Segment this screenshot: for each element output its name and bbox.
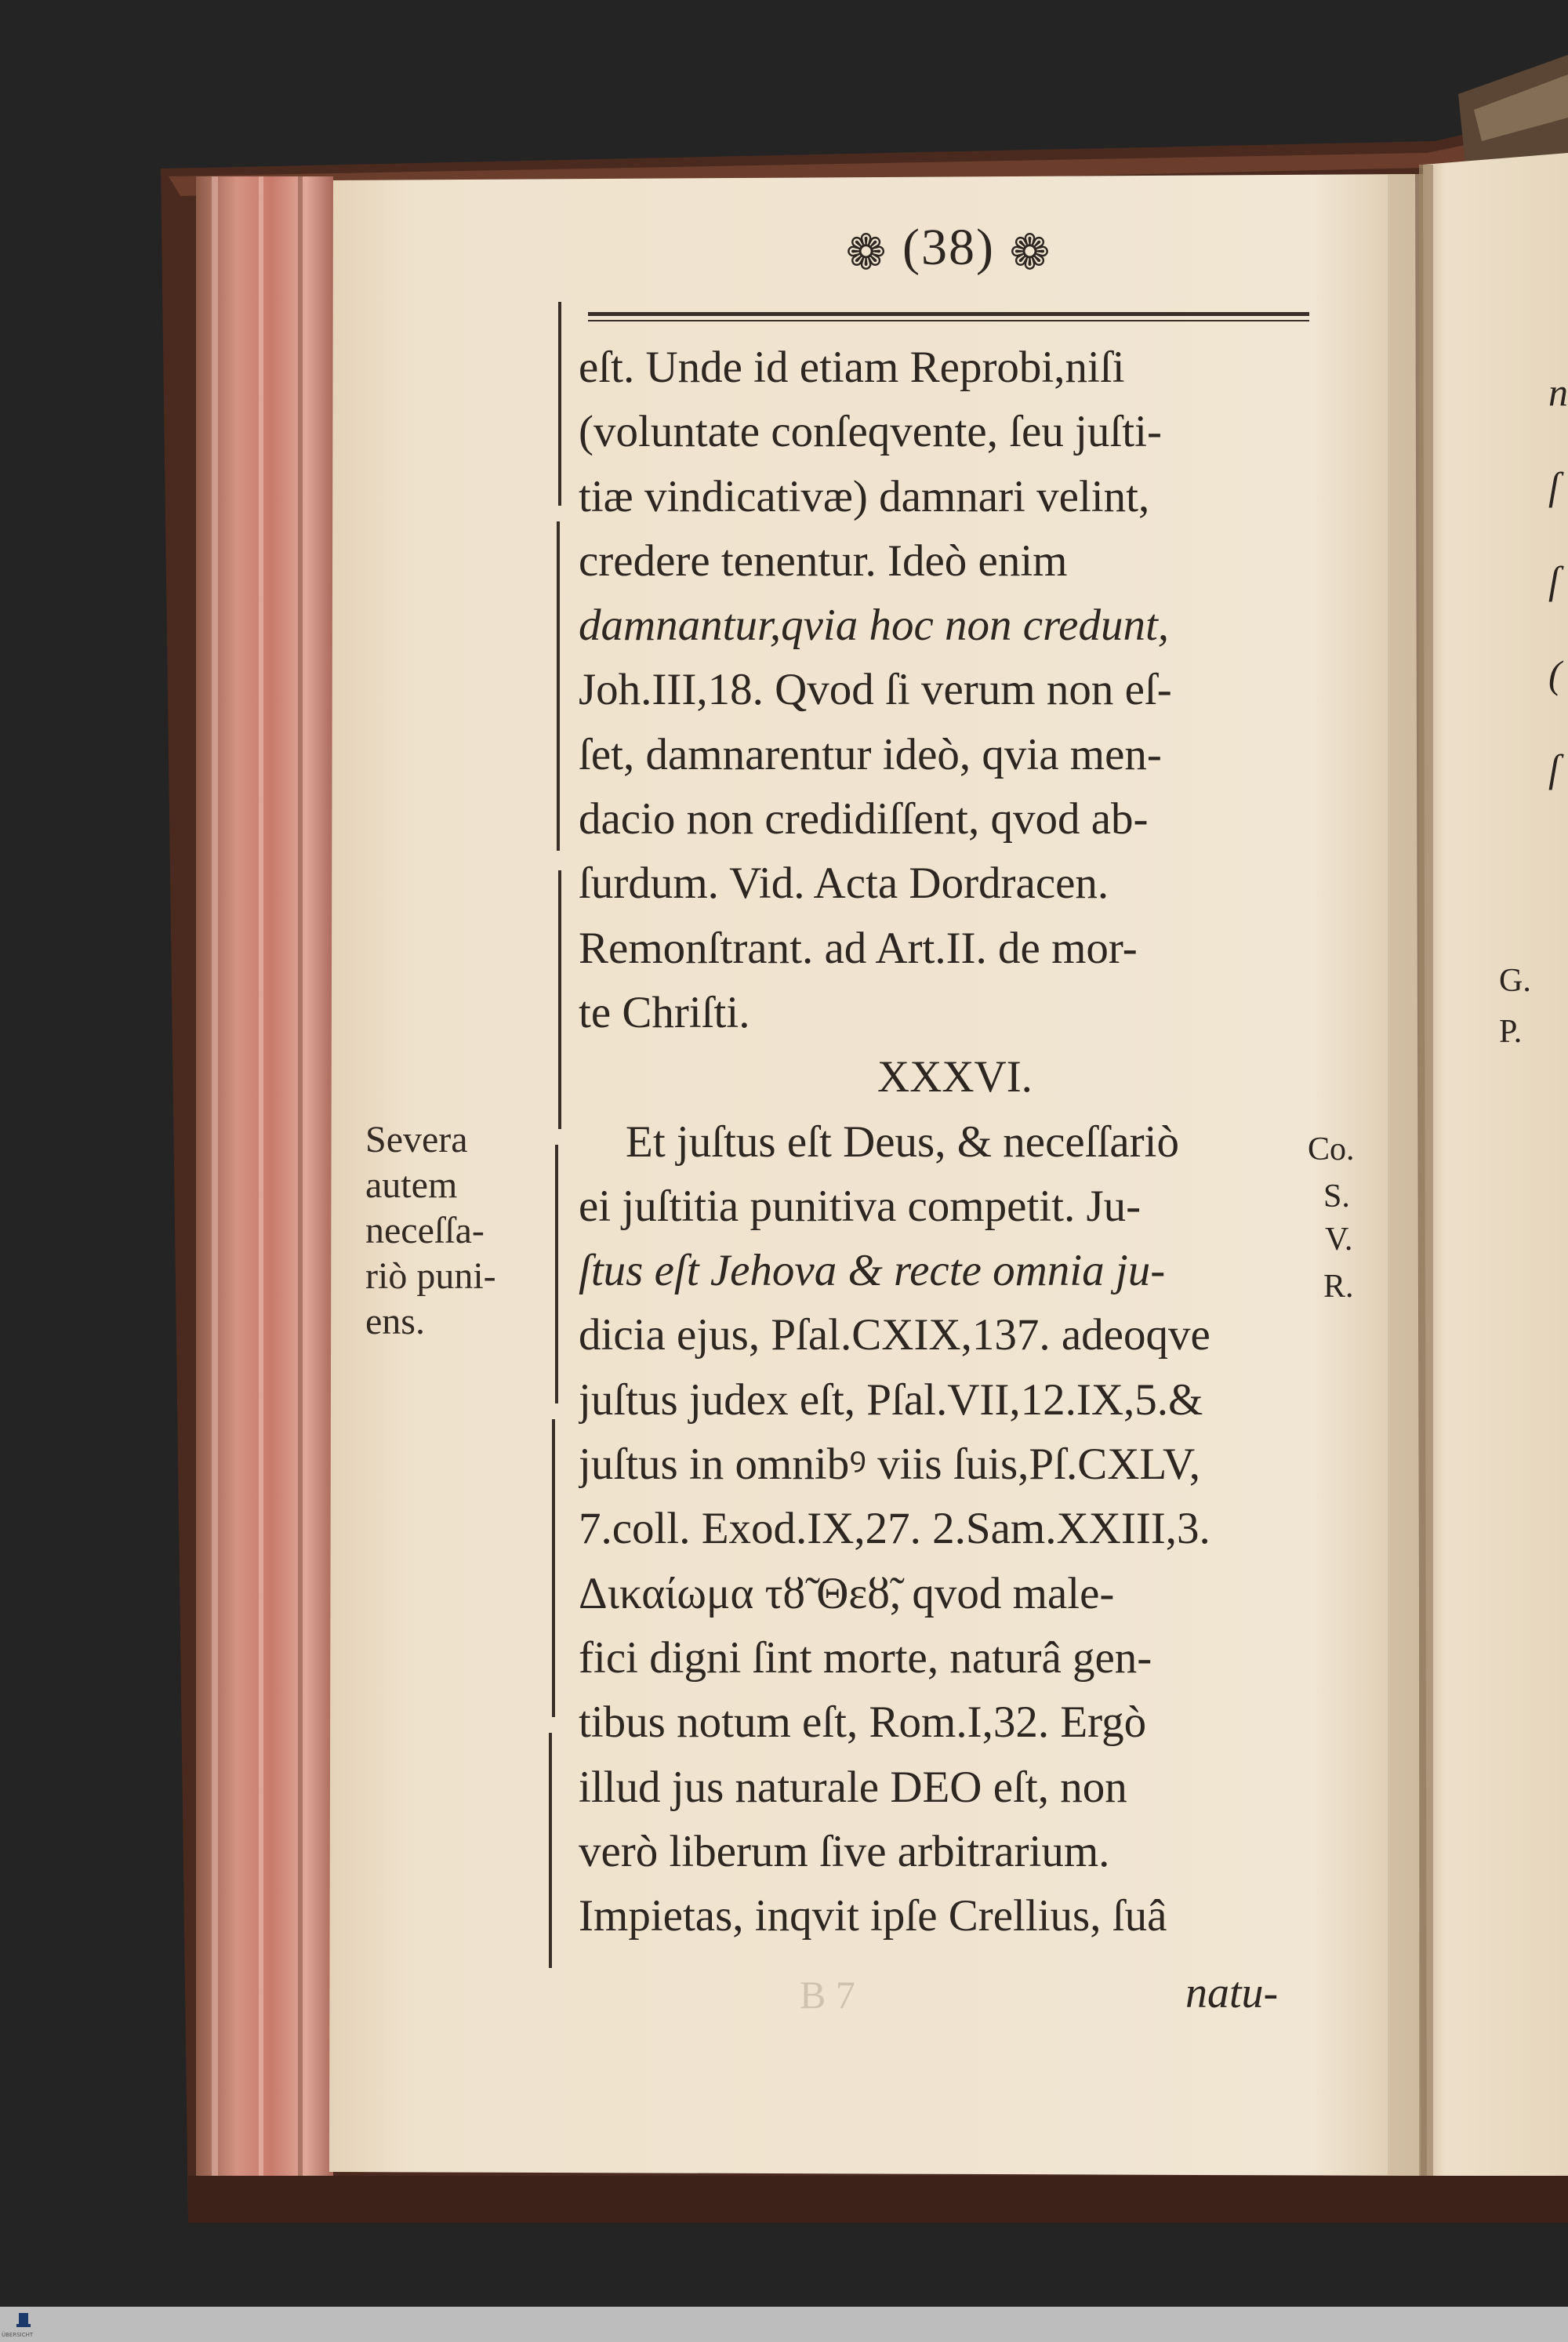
footer-label: ÜBERSICHT bbox=[2, 2332, 34, 2338]
text-line: fici digni ſint morte, naturâ gen- bbox=[579, 1632, 1152, 1683]
right-code: V. bbox=[1325, 1222, 1353, 1258]
marginal-note bbox=[365, 1117, 546, 1345]
text-line: (voluntate conſeqvente, ſeu juſti- bbox=[579, 407, 1162, 457]
marginal-line: autem bbox=[365, 1164, 458, 1206]
marginal-line: neceſſa- bbox=[365, 1210, 485, 1251]
text-line: Impietas, inqvit ipſe Crellius, ſuâ bbox=[579, 1891, 1167, 1941]
marginal-line: Severa bbox=[365, 1119, 468, 1160]
right-code: R. bbox=[1323, 1269, 1354, 1305]
text-line: illud jus naturale DEO eſt, non bbox=[579, 1762, 1127, 1812]
edge-letter: n bbox=[1548, 370, 1568, 414]
text-line: Et juſtus eſt Deus, & neceſſariò bbox=[626, 1117, 1179, 1167]
right-page bbox=[1423, 153, 1568, 2195]
text-line: juſtus judex eſt, Pſal.VII,12.IX,5.& bbox=[579, 1374, 1203, 1425]
edge-letter: ( bbox=[1548, 652, 1562, 696]
text-line: 7.coll. Exod.IX,27. 2.Sam.XXIII,3. bbox=[579, 1504, 1210, 1554]
body-text bbox=[579, 336, 1300, 1948]
text-line: ſtus eſt Jehova & recte omnia ju- bbox=[579, 1246, 1166, 1296]
edge-letter: ſ bbox=[1548, 464, 1559, 508]
text-line: Remonſtrant. ad Art.II. de mor- bbox=[579, 923, 1138, 973]
text-line: Joh.III,18. Qvod ſi verum non eſ- bbox=[579, 665, 1172, 715]
signature-mark: B 7 bbox=[800, 1973, 855, 2017]
right-code: G. bbox=[1499, 963, 1531, 999]
text-line: damnantur,qvia hoc non credunt, bbox=[579, 601, 1170, 651]
edge-letter: ſ bbox=[1548, 558, 1559, 602]
footer-bar bbox=[0, 2307, 1568, 2342]
page-header bbox=[792, 218, 1105, 281]
ornament-icon: ❁ bbox=[845, 226, 888, 280]
ornament-icon: ❁ bbox=[1009, 226, 1052, 280]
text-line: tiæ vindicativæ) damnari velint, bbox=[579, 471, 1150, 521]
marginal-line: ens. bbox=[365, 1301, 425, 1342]
text-line: credere tenentur. Ideò enim bbox=[579, 536, 1068, 586]
right-page-edge-letters bbox=[1548, 345, 1568, 815]
page-number: (38) bbox=[902, 219, 995, 276]
section-numeral: XXXVI. bbox=[877, 1052, 1033, 1102]
right-code: S. bbox=[1323, 1178, 1350, 1215]
text-line: verò liberum ſive arbitrarium. bbox=[579, 1826, 1110, 1876]
text-line: juſtus in omnibꝰ viis ſuis,Pſ.CXLV, bbox=[579, 1440, 1201, 1490]
text-line: Δικαίωμα τȣ̃ Θεȣ̃, qvod male- bbox=[579, 1568, 1115, 1618]
edge-letter: ſ bbox=[1548, 746, 1559, 790]
text-line: dacio non credidiſſent, qvod ab- bbox=[579, 794, 1149, 844]
text-line: ei juſtitia punitiva competit. Ju- bbox=[579, 1181, 1142, 1231]
catchword: natu- bbox=[1185, 1969, 1279, 2017]
right-code: P. bbox=[1499, 1014, 1523, 1050]
text-line: dicia ejus, Pſal.CXIX,137. adeoqve bbox=[579, 1310, 1210, 1360]
text-line: te Chriſti. bbox=[579, 987, 750, 1037]
text-line: eſt. Unde id etiam Reprobi,niſi bbox=[579, 343, 1125, 392]
text-line: ſet, damnarentur ideò, qvia men- bbox=[579, 729, 1162, 779]
text-line: ſurdum. Vid. Acta Dordracen. bbox=[579, 859, 1109, 909]
header-rule bbox=[588, 312, 1309, 316]
right-code: Co. bbox=[1308, 1131, 1355, 1167]
marginal-line: riò puni- bbox=[365, 1255, 496, 1297]
text-line: tibus notum eſt, Rom.I,32. Ergò bbox=[579, 1697, 1147, 1748]
